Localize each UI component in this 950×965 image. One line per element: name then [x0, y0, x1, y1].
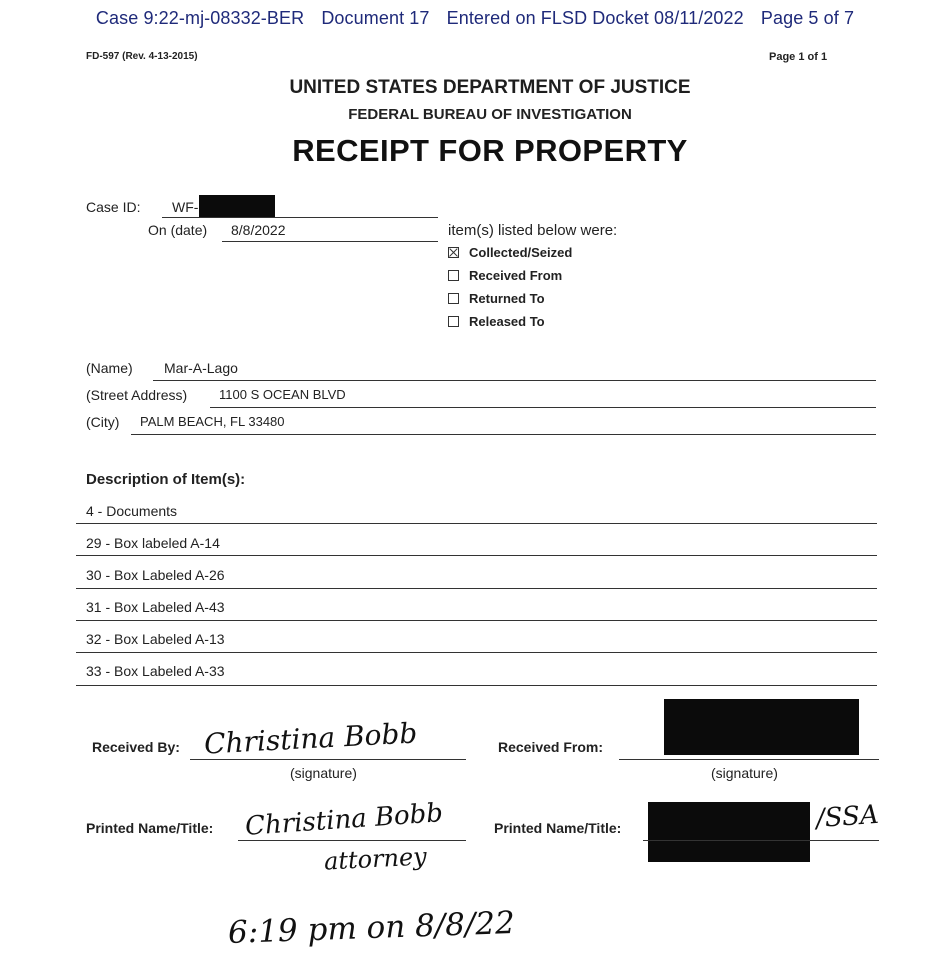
printed-name-line-right — [643, 840, 879, 841]
item-line — [76, 620, 877, 621]
printed-name-label-left: Printed Name/Title: — [86, 820, 214, 836]
name-line — [153, 380, 876, 381]
case-id-label: Case ID: — [86, 199, 141, 215]
option-label: Released To — [469, 314, 545, 329]
name-value: Mar-A-Lago — [164, 360, 238, 376]
printed-name-label-right: Printed Name/Title: — [494, 820, 622, 836]
option-released-to — [448, 314, 545, 329]
option-received-from — [448, 268, 562, 283]
form-page-label: Page 1 of 1 — [769, 51, 828, 63]
list-item: 31 - Box Labeled A-43 — [86, 599, 225, 615]
list-item: 30 - Box Labeled A-26 — [86, 567, 225, 583]
option-collected-seized — [448, 245, 572, 260]
received-by-label: Received By: — [92, 739, 180, 755]
bureau-heading: FEDERAL BUREAU OF INVESTIGATION — [348, 106, 632, 123]
date-value: 8/8/2022 — [231, 222, 286, 238]
printed-name-left: Christina Bobb — [244, 798, 444, 842]
option-returned-to — [448, 291, 545, 306]
date-line — [222, 241, 438, 242]
form-number: FD-597 (Rev. 4-13-2015) — [86, 51, 198, 62]
received-from-redaction — [664, 699, 859, 755]
printed-name-redaction — [648, 802, 810, 862]
street-value: 1100 S OCEAN BLVD — [219, 387, 346, 402]
received-from-label: Received From: — [498, 739, 604, 755]
received-from-caption: (signature) — [711, 765, 778, 781]
docket-entered: Entered on FLSD Docket 08/11/2022 — [446, 8, 744, 28]
item-line — [76, 588, 877, 589]
city-label: (City) — [86, 414, 120, 430]
city-value: PALM BEACH, FL 33480 — [140, 414, 285, 429]
date-label: On (date) — [148, 222, 208, 238]
list-item: 29 - Box labeled A-14 — [86, 535, 220, 551]
docket-header — [0, 8, 950, 29]
received-by-signature: Christina Bobb — [203, 716, 418, 761]
name-label: (Name) — [86, 360, 133, 376]
checkbox-unchecked — [448, 293, 459, 304]
received-by-caption: (signature) — [290, 765, 357, 781]
title-right: /SSA — [815, 799, 880, 835]
item-line — [76, 685, 877, 686]
docket-document: Document 17 — [321, 8, 430, 28]
list-item: 32 - Box Labeled A-13 — [86, 631, 225, 647]
case-id-value: WF- — [172, 199, 199, 215]
received-from-line — [619, 759, 879, 760]
items-were-label: item(s) listed below were: — [448, 222, 618, 239]
checkbox-unchecked — [448, 270, 459, 281]
description-heading: Description of Item(s): — [86, 471, 246, 488]
printed-name-line-left — [238, 840, 466, 841]
checkbox-checked — [448, 247, 459, 258]
city-line — [131, 434, 876, 435]
list-item: 33 - Box Labeled A-33 — [86, 663, 225, 679]
list-item: 4 - Documents — [86, 503, 178, 519]
street-label: (Street Address) — [86, 387, 188, 403]
docket-page: Page 5 of 7 — [760, 8, 855, 28]
option-label: Returned To — [469, 291, 545, 306]
item-line — [76, 523, 877, 524]
option-label: Received From — [469, 268, 563, 283]
form-title: RECEIPT FOR PROPERTY — [292, 133, 688, 168]
handwritten-time-note: 6:19 pm on 8/8/22 — [227, 905, 516, 951]
street-line — [210, 407, 876, 408]
title-left: attorney — [323, 842, 428, 876]
docket-case: Case 9:22-mj-08332-BER — [95, 8, 305, 28]
item-line — [76, 652, 877, 653]
item-line — [76, 555, 877, 556]
checkbox-unchecked — [448, 316, 459, 327]
case-id-redaction — [199, 195, 275, 217]
received-by-line — [190, 759, 466, 760]
case-id-line — [162, 217, 438, 218]
option-label: Collected/Seized — [469, 245, 573, 260]
department-heading: UNITED STATES DEPARTMENT OF JUSTICE — [289, 77, 691, 98]
